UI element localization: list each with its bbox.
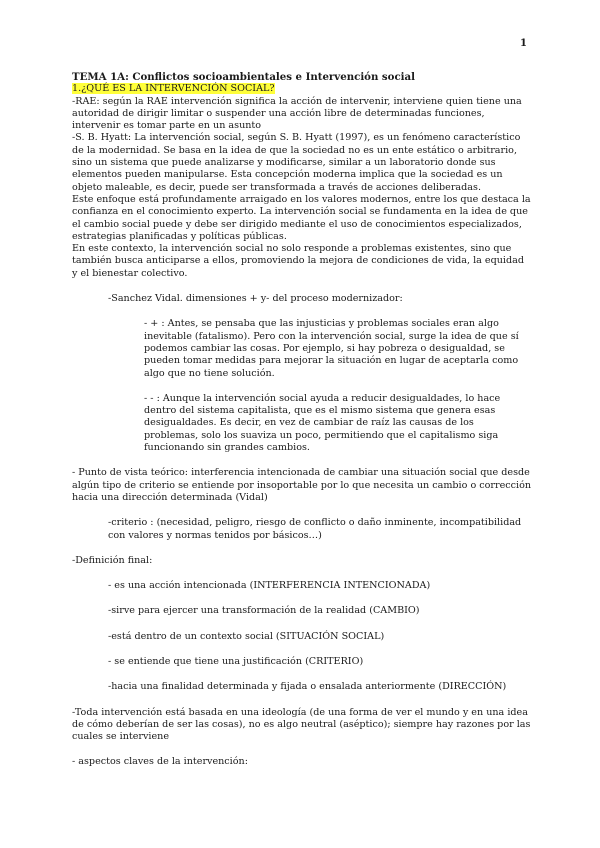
paragraph-rae: -RAE: según la RAE intervención significa la acción de intervenir, interviene quien tiene una autoridad de dirigir limitar o suspender una acción libre de determinadas funciones, intervenir es tomar parte en un asunto — [72, 95, 522, 132]
definicion-item: -sirve para ejercer una transformación de la realidad (CAMBIO) — [108, 605, 420, 617]
definicion-item: - se entiende que tiene una justificación (CRITERIO) — [108, 655, 364, 667]
section-heading — [72, 83, 532, 95]
sanchez-positive: - + : Antes, se pensaba que las injusticias y problemas sociales eran algo inevitable (fatalismo). Pero con la intervención social, surge la idea de que sí podemos cambiar las cosas. Por ejemplo, si hay pobreza o desigualdad, se pueden tomar medidas para mejorar la situación en lugar de aceptarla como algo que no tiene solución. — [144, 318, 519, 379]
sanchez-heading: -Sanchez Vidal. dimensiones + y- del proceso modernizador: — [108, 293, 403, 305]
paragraph-contexto: En este contexto, la intervención social no solo responde a problemas existentes, sino que también busca anticiparse a ellos, promoviendo la mejora de condiciones de vida, la equidad y el bienestar colectivo. — [72, 243, 524, 279]
paragraph-enfoque: Este enfoque está profundamente arraigado en los valores modernos, entre los que destaca la confianza en el conocimiento experto. La intervención social se fundamenta en la idea de que el cambio social puede y debe ser dirigido mediante el uso de conocimientos especializados, estrategias planificadas y políticas públicas. — [72, 193, 531, 242]
document-title: TEMA 1A: Conflictos socioambientales e Intervención social — [72, 71, 416, 83]
document-body — [72, 71, 532, 769]
sanchez-negative: - - : Aunque la intervención social ayuda a reducir desigualdades, lo hace dentro del sistema capitalista, que es el mismo sistema que genera esas desigualdades. Es decir, en vez de cambiar de raíz las causas de los problemas, solo los suaviza un poco, permitiendo que el capitalismo siga funcionando sin grandes cambios. — [144, 392, 501, 454]
page-number: 1 — [520, 38, 527, 49]
criterio: -criterio : (necesidad, peligro, riesgo de conflicto o daño inminente, incompatibilidad con valores y normas tenidos por básicos…) — [108, 517, 522, 541]
paragraph-hyatt: -S. B. Hyatt: La intervención social, según S. B. Hyatt (1997), es un fenómeno característico de la modernidad. Se basa en la idea de que la sociedad no es un ente estático o arbitrario, sino un sistema que puede analizarse y modificarse, similar a un laboratorio donde sus elementos pueden manipularse. Esta concepción moderna implica que la sociedad es un objeto maleable, es decir, puede ser transformada a través de acciones deliberadas. — [72, 132, 521, 193]
paragraph-ideologia: -Toda intervención está basada en una ideología (de una forma de ver el mundo y en una idea de cómo deberían de ser las cosas), no es algo neutral (aséptico); siempre hay razones por las cuales se interviene — [72, 706, 531, 743]
definicion-item: - es una acción intencionada (INTERFERENCIA INTENCIONADA) — [108, 580, 431, 592]
definicion-item: -hacia una finalidad determinada y fijada o ensalada anteriormente (DIRECCIÓN) — [108, 681, 507, 693]
aspectos-heading: - aspectos claves de la intervención: — [72, 756, 248, 768]
definicion-heading: -Definición final: — [72, 554, 153, 566]
punto-vista-teorico: - Punto de vista teórico: interferencia intencionada de cambiar una situación social que desde algún tipo de criterio se entiende por insoportable por lo que necesita un cambio o corrección hacia una dirección determinada (Vidal) — [72, 467, 532, 503]
definicion-item: -está dentro de un contexto social (SITUACIÓN SOCIAL) — [108, 630, 385, 642]
highlighted-heading: 1.¿QUÉ ES LA INTERVENCIÓN SOCIAL? — [72, 83, 275, 95]
